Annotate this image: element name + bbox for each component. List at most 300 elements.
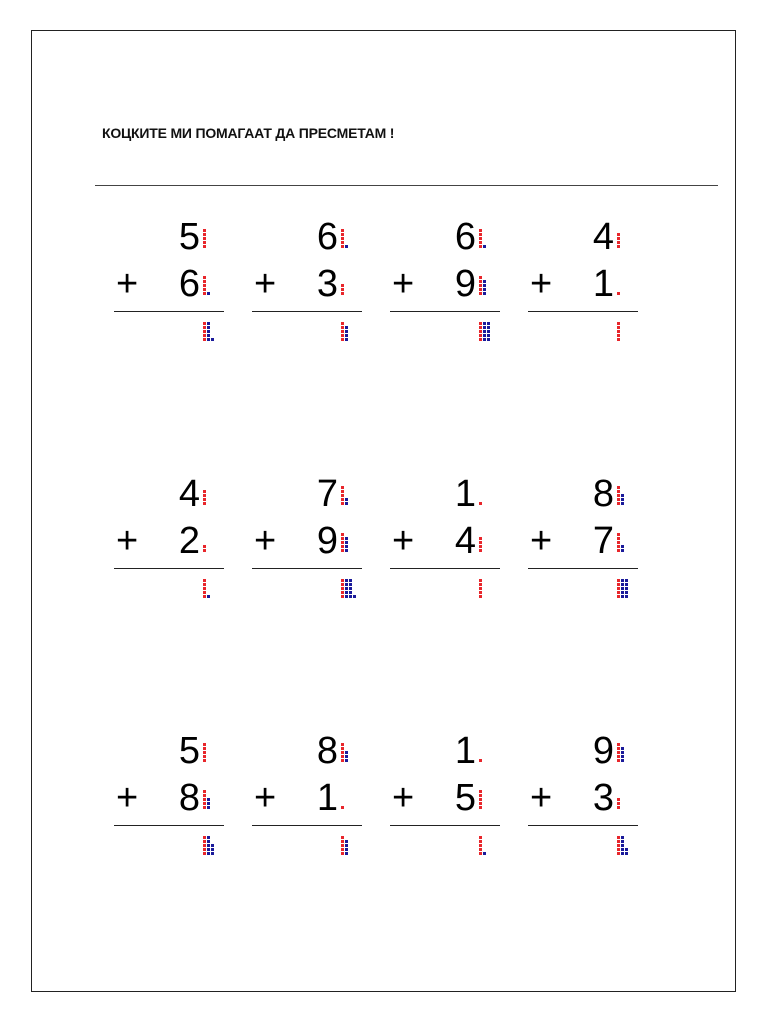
cube [207, 338, 210, 341]
cube [479, 545, 482, 548]
cube [621, 848, 624, 851]
cube [207, 334, 210, 337]
first-addend-cubes [617, 229, 623, 249]
cube [617, 844, 620, 847]
cube [341, 338, 344, 341]
plus-sign: + [254, 520, 277, 562]
sum-cubes [479, 579, 485, 599]
cube [621, 591, 624, 594]
cube [203, 549, 206, 552]
cube [625, 591, 628, 594]
second-addend-cubes [479, 533, 485, 553]
cube [345, 545, 348, 548]
first-addend-cubes [341, 486, 351, 506]
cube [349, 595, 352, 598]
cube [479, 284, 482, 287]
cube [341, 241, 344, 244]
cube [341, 486, 344, 489]
cube [617, 338, 620, 341]
first-addend: 4 [178, 473, 200, 515]
cube [203, 587, 206, 590]
cube [341, 322, 344, 325]
cube [345, 502, 348, 505]
cube [617, 533, 620, 536]
cube [617, 852, 620, 855]
cube [341, 288, 344, 291]
cube [483, 338, 486, 341]
second-addend-cubes [203, 533, 209, 553]
sum-line [528, 825, 638, 826]
cube [617, 747, 620, 750]
cube [203, 292, 206, 295]
cube [479, 276, 482, 279]
cube [617, 579, 620, 582]
cube [617, 486, 620, 489]
cube [349, 591, 352, 594]
cube [203, 276, 206, 279]
first-addend-cubes [341, 743, 351, 763]
cube [203, 790, 206, 793]
sum-cubes [203, 579, 213, 599]
cube [487, 334, 490, 337]
sum-cubes [617, 322, 623, 342]
cube [479, 802, 482, 805]
cube [479, 245, 482, 248]
cube [479, 798, 482, 801]
cube [203, 802, 206, 805]
cube [617, 292, 620, 295]
cube [345, 326, 348, 329]
plus-sign: + [392, 520, 415, 562]
cube [341, 537, 344, 540]
second-addend: 1 [592, 263, 614, 305]
cube [341, 330, 344, 333]
cube [621, 844, 624, 847]
cube [345, 755, 348, 758]
second-addend: 1 [316, 777, 338, 819]
cube [203, 229, 206, 232]
cube [341, 541, 344, 544]
cube [621, 747, 624, 750]
cube [621, 545, 624, 548]
cube [345, 848, 348, 851]
second-addend: 8 [178, 777, 200, 819]
sum-line [114, 825, 224, 826]
cube [345, 579, 348, 582]
cube [479, 587, 482, 590]
second-addend-cubes [203, 790, 213, 810]
cube [345, 334, 348, 337]
cube [341, 292, 344, 295]
cube [203, 840, 206, 843]
cube [483, 330, 486, 333]
cube [345, 498, 348, 501]
cube [345, 338, 348, 341]
cube [203, 322, 206, 325]
cube [617, 802, 620, 805]
cube [479, 288, 482, 291]
cube [207, 844, 210, 847]
plus-sign: + [530, 777, 553, 819]
cube [621, 579, 624, 582]
cube [207, 836, 210, 839]
cube [479, 591, 482, 594]
cube [207, 322, 210, 325]
cube [207, 802, 210, 805]
cube [211, 848, 214, 851]
cube [617, 595, 620, 598]
cube [479, 794, 482, 797]
cube [617, 836, 620, 839]
second-addend: 4 [454, 520, 476, 562]
cube [345, 549, 348, 552]
first-addend: 6 [316, 216, 338, 258]
first-addend: 5 [178, 216, 200, 258]
cube [203, 284, 206, 287]
plus-sign: + [530, 520, 553, 562]
cube [479, 549, 482, 552]
cube [203, 280, 206, 283]
cube [207, 806, 210, 809]
sum-line [114, 311, 224, 312]
cube [341, 755, 344, 758]
second-addend: 3 [316, 263, 338, 305]
first-addend: 4 [592, 216, 614, 258]
cube [341, 751, 344, 754]
cube [479, 502, 482, 505]
cube [203, 498, 206, 501]
addition-problem [390, 218, 510, 378]
cube [617, 798, 620, 801]
cube [617, 233, 620, 236]
cube [345, 537, 348, 540]
cube [617, 334, 620, 337]
cube [341, 245, 344, 248]
second-addend: 9 [454, 263, 476, 305]
cube [203, 755, 206, 758]
cube [203, 844, 206, 847]
cube [479, 229, 482, 232]
cube [483, 284, 486, 287]
sum-cubes [479, 322, 493, 342]
second-addend-cubes [617, 790, 623, 810]
cube [621, 583, 624, 586]
cube [341, 502, 344, 505]
cube [621, 759, 624, 762]
first-addend: 6 [454, 216, 476, 258]
cube [617, 848, 620, 851]
second-addend-cubes [341, 533, 351, 553]
cube [617, 591, 620, 594]
cube [479, 790, 482, 793]
cube [211, 852, 214, 855]
cube [625, 587, 628, 590]
plus-sign: + [254, 777, 277, 819]
cube [621, 852, 624, 855]
cube [621, 494, 624, 497]
cube [341, 587, 344, 590]
cube [341, 284, 344, 287]
first-addend: 8 [592, 473, 614, 515]
sum-cubes [341, 579, 359, 599]
cube [203, 591, 206, 594]
cube [341, 806, 344, 809]
title-divider [95, 185, 718, 186]
cube [207, 330, 210, 333]
first-addend-cubes [479, 743, 485, 763]
cube [479, 233, 482, 236]
sum-line [390, 568, 500, 569]
cube [203, 330, 206, 333]
cube [479, 237, 482, 240]
cube [483, 852, 486, 855]
cube [203, 334, 206, 337]
cube [207, 840, 210, 843]
cube [617, 241, 620, 244]
addition-problem [252, 475, 372, 635]
plus-sign: + [530, 263, 553, 305]
cube [341, 326, 344, 329]
cube [479, 759, 482, 762]
cube [203, 233, 206, 236]
cube [349, 587, 352, 590]
cube [621, 836, 624, 839]
cube [625, 579, 628, 582]
first-addend: 5 [178, 730, 200, 772]
cube [617, 751, 620, 754]
cube [341, 747, 344, 750]
cube [483, 292, 486, 295]
cube [479, 836, 482, 839]
addition-problem [528, 475, 648, 635]
cube [341, 533, 344, 536]
cube [617, 755, 620, 758]
sum-cubes [479, 836, 489, 856]
addition-problem [252, 732, 372, 892]
cube [345, 595, 348, 598]
cube [203, 237, 206, 240]
cube [487, 326, 490, 329]
second-addend-cubes [479, 276, 489, 296]
cube [211, 844, 214, 847]
cube [345, 330, 348, 333]
cube [621, 755, 624, 758]
cube [207, 326, 210, 329]
cube [621, 549, 624, 552]
cube [479, 595, 482, 598]
cube [203, 848, 206, 851]
cube [617, 545, 620, 548]
addition-problem [528, 732, 648, 892]
first-addend-cubes [617, 743, 627, 763]
cube [341, 237, 344, 240]
cube [341, 579, 344, 582]
first-addend-cubes [617, 486, 627, 506]
addition-problem [390, 732, 510, 892]
cube [479, 844, 482, 847]
sum-line [390, 825, 500, 826]
sum-line [252, 825, 362, 826]
cube [349, 583, 352, 586]
cube [203, 759, 206, 762]
cube [487, 330, 490, 333]
cube [203, 747, 206, 750]
plus-sign: + [392, 263, 415, 305]
cube [203, 241, 206, 244]
cube [483, 288, 486, 291]
cube [625, 852, 628, 855]
cube [207, 798, 210, 801]
cube [349, 579, 352, 582]
cube [625, 583, 628, 586]
cube [479, 334, 482, 337]
cube [341, 494, 344, 497]
cube [479, 806, 482, 809]
second-addend-cubes [617, 533, 627, 553]
first-addend: 8 [316, 730, 338, 772]
cube [479, 852, 482, 855]
cube [203, 595, 206, 598]
sum-cubes [203, 836, 217, 856]
cube [483, 322, 486, 325]
cube [203, 798, 206, 801]
cube [341, 549, 344, 552]
sum-line [528, 568, 638, 569]
cube [207, 292, 210, 295]
cube [345, 751, 348, 754]
cube [341, 840, 344, 843]
cube [617, 583, 620, 586]
cube [345, 583, 348, 586]
cube [483, 245, 486, 248]
cube [617, 537, 620, 540]
cube [345, 844, 348, 847]
cube [203, 751, 206, 754]
cube [483, 326, 486, 329]
cube [341, 233, 344, 236]
cube [341, 844, 344, 847]
cube [341, 498, 344, 501]
second-addend-cubes [617, 276, 623, 296]
cube [617, 587, 620, 590]
cube [345, 587, 348, 590]
cube [479, 579, 482, 582]
plus-sign: + [254, 263, 277, 305]
first-addend-cubes [203, 743, 209, 763]
cube [341, 545, 344, 548]
addition-problem [390, 475, 510, 635]
addition-problem [114, 218, 234, 378]
cube [203, 490, 206, 493]
cube [341, 595, 344, 598]
cube [341, 743, 344, 746]
first-addend: 1 [454, 473, 476, 515]
cube [207, 852, 210, 855]
first-addend: 1 [454, 730, 476, 772]
first-addend-cubes [341, 229, 351, 249]
cube [203, 806, 206, 809]
cube [487, 338, 490, 341]
cube [617, 494, 620, 497]
cube [617, 490, 620, 493]
cube [341, 836, 344, 839]
cube [617, 743, 620, 746]
second-addend: 6 [178, 263, 200, 305]
second-addend-cubes [203, 276, 213, 296]
sum-cubes [341, 322, 351, 342]
first-addend-cubes [479, 229, 489, 249]
cube [341, 759, 344, 762]
sum-line [390, 311, 500, 312]
plus-sign: + [116, 263, 139, 305]
cube [207, 595, 210, 598]
second-addend: 2 [178, 520, 200, 562]
plus-sign: + [116, 520, 139, 562]
sum-line [252, 311, 362, 312]
cube [479, 326, 482, 329]
cube [617, 502, 620, 505]
cube [203, 338, 206, 341]
cube [203, 245, 206, 248]
cube [617, 322, 620, 325]
cube [479, 541, 482, 544]
cube [617, 549, 620, 552]
cube [621, 840, 624, 843]
cube [203, 494, 206, 497]
cube [341, 490, 344, 493]
cube [203, 583, 206, 586]
cube [617, 326, 620, 329]
first-addend: 7 [316, 473, 338, 515]
cube [483, 334, 486, 337]
cube [617, 840, 620, 843]
cube [207, 848, 210, 851]
first-addend-cubes [479, 486, 485, 506]
cube [345, 541, 348, 544]
first-addend-cubes [203, 486, 209, 506]
first-addend-cubes [203, 229, 209, 249]
addition-problem [114, 732, 234, 892]
second-addend: 7 [592, 520, 614, 562]
cube [617, 806, 620, 809]
cube [621, 751, 624, 754]
cube [341, 229, 344, 232]
cube [479, 330, 482, 333]
cube [341, 591, 344, 594]
cube [483, 280, 486, 283]
plus-sign: + [116, 777, 139, 819]
second-addend-cubes [341, 276, 347, 296]
sum-line [114, 568, 224, 569]
addition-problem [252, 218, 372, 378]
cube [479, 583, 482, 586]
cube [345, 759, 348, 762]
cube [341, 848, 344, 851]
cube [203, 836, 206, 839]
cube [203, 502, 206, 505]
cube [617, 498, 620, 501]
addition-problem [114, 475, 234, 635]
first-addend: 9 [592, 730, 614, 772]
cube [203, 326, 206, 329]
second-addend-cubes [341, 790, 347, 810]
cube [617, 330, 620, 333]
cube [479, 292, 482, 295]
sum-cubes [617, 579, 631, 599]
worksheet-title: КОЦКИТЕ МИ ПОМАГААТ ДА ПРЕСМЕТАМ ! [102, 125, 395, 141]
cube [341, 334, 344, 337]
cube [341, 852, 344, 855]
